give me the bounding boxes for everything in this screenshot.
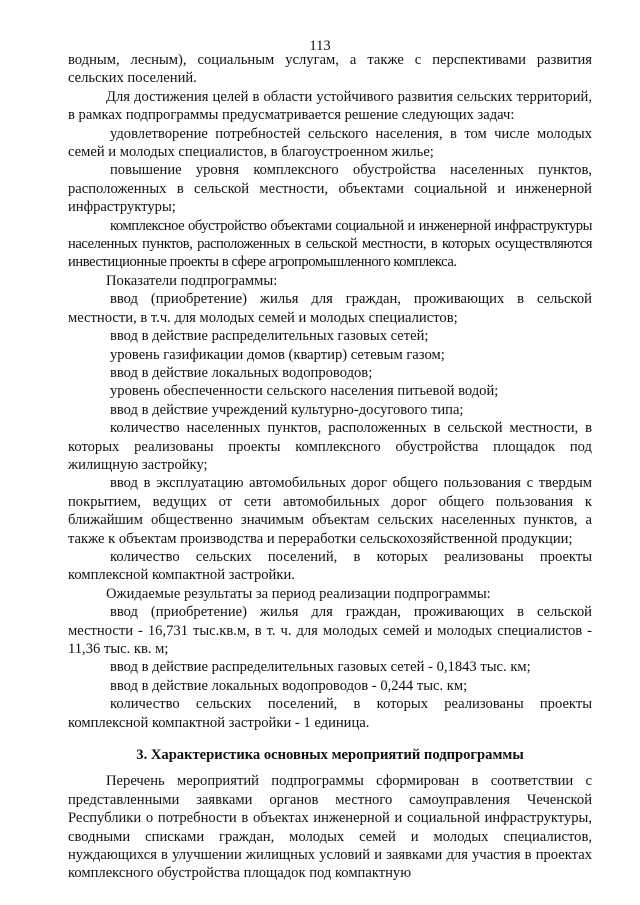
paragraph: уровень газификации домов (квартир) сетевым газом;: [110, 346, 445, 363]
paragraph: ввод в действие локальных водопроводов;: [110, 364, 373, 381]
paragraph: комплексное обустройство объектами социальной и инженерной инфраструктуры населенных пунктов, расположенных в сельской местности, в которых осуществляются инвестиционные проекты в сфере агропромышленного комплекса.: [68, 217, 592, 271]
paragraph: Перечень мероприятий подпрограммы сформирован в соответствии с представленными заявками органов местного самоуправления Чеченской Республики о потребности в объектах инженерной и социальной инфраструктуры, сводными списками граждан, молодых семей и молодых специалистов, нуждающихся в улучшении жилищных условий и заявками для участия в проектах комплексного обустройства площадок под компактную: [68, 773, 592, 882]
paragraph: водным, лесным), социальным услугам, а также с перспективами развития сельских поселений.: [68, 52, 592, 87]
paragraph: ввод в действие локальных водопроводов - 0,244 тыс. км;: [110, 677, 468, 694]
paragraph: ввод в действие учреждений культурно-досугового типа;: [110, 401, 464, 418]
paragraph: Для достижения целей в области устойчивого развития сельских территорий, в рамках подпрограммы предусматривается решение следующих задач:: [68, 88, 592, 124]
paragraph: повышение уровня комплексного обустройства населенных пунктов, расположенных в сельской местности, объектами социальной и инженерной инфраструктуры;: [68, 162, 592, 216]
paragraph: ввод в действие распределительных газовых сетей;: [110, 328, 429, 345]
section-heading: 3. Характеристика основных мероприятий подпрограммы: [136, 747, 524, 764]
paragraph: ввод (приобретение) жилья для граждан, проживающих в сельской местности, в т.ч. для молодых семей и молодых специалистов;: [68, 291, 592, 326]
paragraph: уровень обеспеченности сельского населения питьевой водой;: [110, 383, 499, 400]
paragraph: Ожидаемые результаты за период реализации подпрограммы:: [106, 585, 491, 602]
paragraph: количество населенных пунктов, расположенных в сельской местности, в которых реализованы проекты комплексного обустройства площадок под жилищную застройку;: [68, 420, 592, 473]
document-body: [68, 51, 592, 883]
paragraph: ввод (приобретение) жилья для граждан, проживающих в сельской местности - 16,731 тыс.кв.м, в т. ч. для молодых семей и молодых специалистов - 11,36 тыс. кв. м;: [68, 604, 592, 657]
paragraph: ввод в действие распределительных газовых сетей - 0,1843 тыс. км;: [110, 659, 531, 676]
page-number: 113: [309, 38, 331, 54]
paragraph: ввод в эксплуатацию автомобильных дорог общего пользования с твердым покрытием, ведущих от сети автомобильных дорог общего пользования к ближайшим общественно значимым объектам сельских населенных пунктов, а также к объектам производства и переработки сельскохозяйственной продукции;: [68, 475, 592, 547]
paragraph: количество сельских поселений, в которых реализованы проекты комплексной компактной застройки - 1 единица.: [68, 696, 592, 731]
paragraph: удовлетворение потребностей сельского населения, в том числе молодых семей и молодых специалистов, в благоустроенном жилье;: [68, 125, 592, 161]
paragraph: Показатели подпрограммы:: [106, 272, 278, 289]
paragraph: количество сельских поселений, в которых реализованы проекты комплексной компактной застройки.: [68, 548, 592, 584]
